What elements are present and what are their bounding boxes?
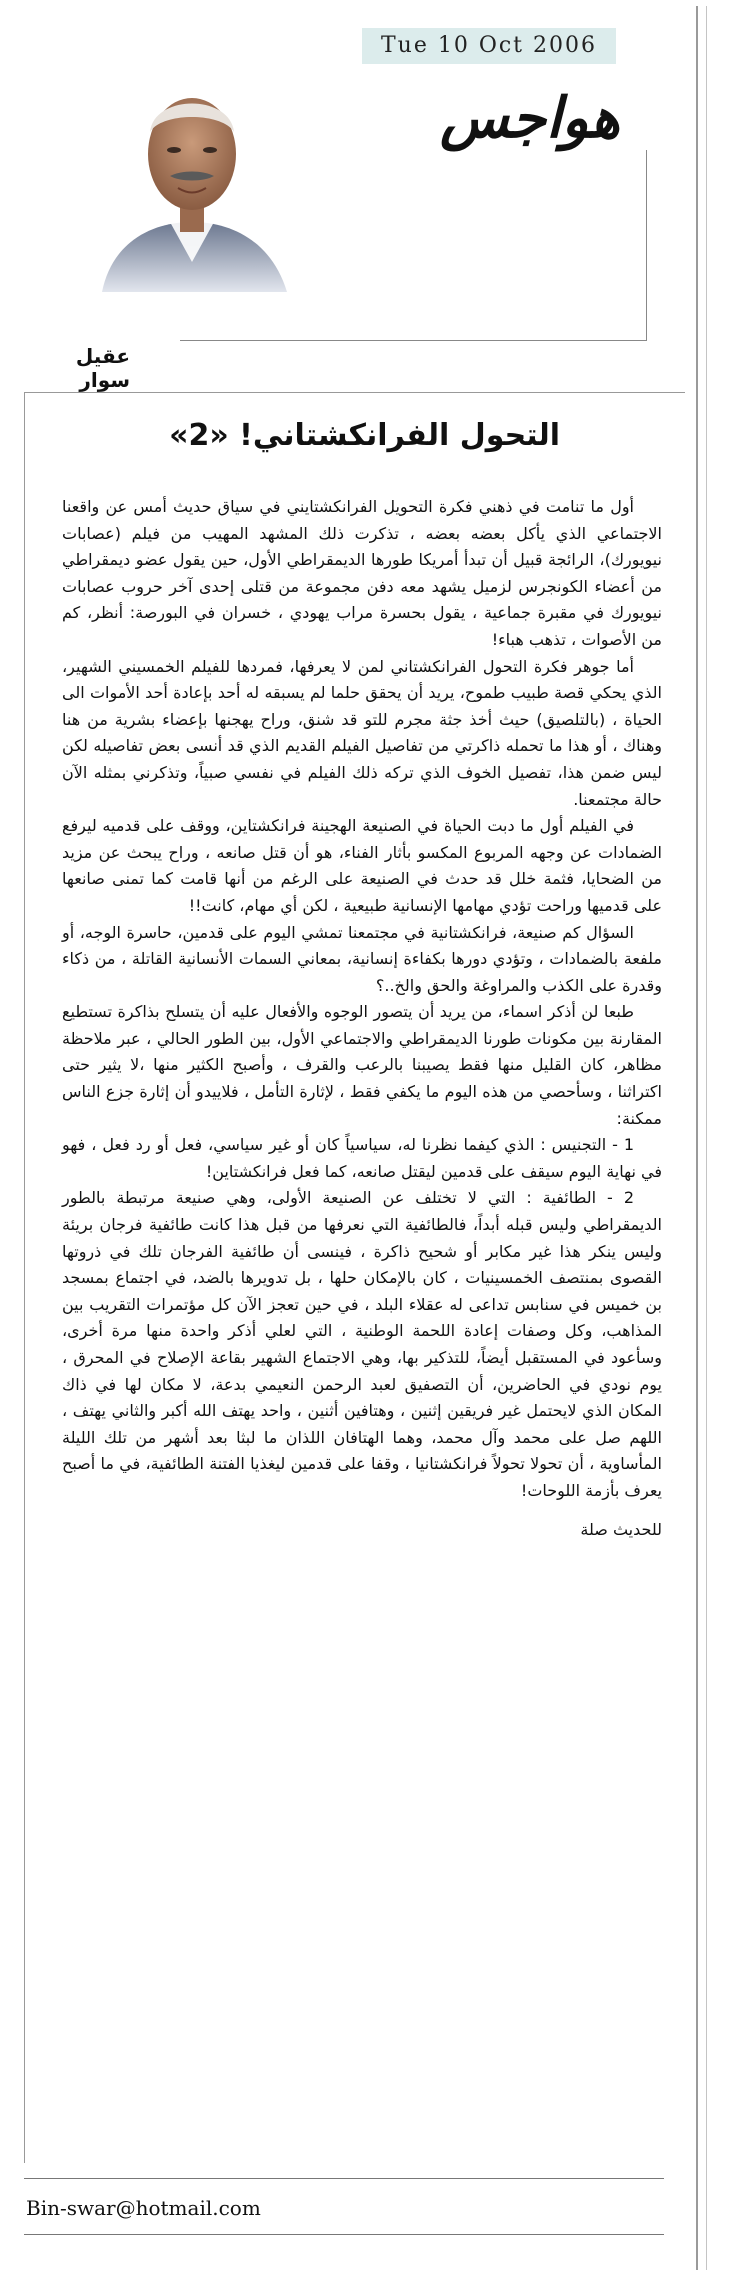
author-portrait [92,72,292,292]
continuation-note: للحديث صلة [580,1519,662,1539]
header-frame-bottom [180,340,647,341]
page-border-rule-inner [706,6,707,2270]
date-label: Tue 10 Oct 2006 [362,28,616,64]
page-border-rule [696,6,698,2270]
footer-divider-top [24,2178,664,2179]
article-paragraph: أول ما تنامت في ذهني فكرة التحويل الفرانكشتايني في سياق حديث أمس عن واقعنا الاجتماعي الذي يأكل بعضه بعضه ، تذكرت ذلك المشهد المهيب من فيلم (عصابات نيويورك)، الرائجة قبيل أن تبدأ أمريكا طورها الديمقراطي الأول، حين يقول عضو ديمقراطي من أعضاء الكونجرس لزميل يشهد معه دفن مجموعة من قتلى إحدى آخر حروب عصابات نيويورك في مقبرة جماعية ، يقول بحسرة مراب يهودي ، خسران في البورصة: أنظر، كم من الأصوات ، تذهب هباء! [62,497,662,649]
article-paragraph: في الفيلم أول ما دبت الحياة في الصنيعة الهجينة فرانكشتاين، ووقف على قدميه ليرفع الضمادات عن وجهه المربوع المكسو بأثار الفناء، هو أن قتل صانعه ، وراح يبحث عن مزيد من الضحايا، فثمة خلل قد حدث في الصنيعة على الرغم من أنها قامت كما تمنى صانعها على قدميها وراحت تؤدي مهامها الإنسانية طبيعية ، لكن أي مهام، كانت!! [62,816,662,915]
article-paragraph: السؤال كم صنيعة، فرانكشتانية في مجتمعنا تمشي اليوم على قدمين، حاسرة الوجه، أو ملفعة بالضمادات ، وتؤدي دورها بكفاءة إنسانية، بمعاني السمات الأنسانية القاتلة ، من ذكاء وقدرة على الكذب والمراوغة والحق والخ..؟ [62,922,662,995]
footer-divider-bottom [24,2234,664,2235]
article-paragraph: 2 - الطائفية : التي لا تختلف عن الصنيعة الأولى، وهي صنيعة مرتبطة بالطور الديمقراطي وليس قبله أبداً، فالطائفية التي نعرفها من قبل هذا كانت طائفية فرجان بريئة وليس ينكر هذا غير مكابر أو شحيح ذاكرة ، فينسى أن طائفية الفرجان تلك في ذروتها القصوى بمنتصف الخمسينيات ، كان بالإمكان حلها ، بل تدويرها بالضد، في اجتماع بمسجد بن خميس في سنابس تداعى له عقلاء البلد ، في حين تعجز الآن كل مؤتمرات التقريب بين المذاهب، وكل وصفات إعادة اللحمة الوطنية ، التي لعلي أذكر واحدة منها مرة أخرى، وسأعود في المستقبل أيضاً، للتذكير بها، وهي الاجتماع الشهير بقاعة الإصلاح في المحرق ، يوم نودي في الحاضرين، أن التصفيق لعبد الرحمن النعيمي بدعة، لا مكان لها في ذاك المكان الذي لايحتمل غير فريقين إثنين ، وهتافين أثنين ، واحد يهتف الله أكبر والثاني يهتف ، اللهم صل على محمد وآل محمد، وهما الهتافان اللذان ما لبثا بعد أشهر من تلك الليلة المأساوية ، أن تحولا تحولاً فرانكشتانيا ، وقفا على قدمين ليغذيا الفتنة الطائفية، في ما أصبح يعرف بأزمة اللوحات! [62,1188,662,1500]
author-name: عقيل سوار [75,344,130,392]
article-paragraph: طبعا لن أذكر اسماء، من يريد أن يتصور الوجوه والأفعال عليه أن يتسلح بذاكرة تستطيع المقارنة بين مكونات طورنا الديمقراطي والاجتماعي الأول، بين الطور الحالي ، عبر ملاحظة مظاهر، كان القليل منها فقط يصيبنا بالرعب والقرف ، وأصبح الكثير منها ،لا يثير حتى اكتراثنا ، وسأحصي من هذه اليوم ما يكفي فقط ، لإثارة التأمل ، فلاييدو أن إثارة جزع الناس ممكنة: [62,1002,662,1128]
column-title: هواجس [439,86,620,151]
article-body [62,494,662,2214]
article-paragraph: 1 - التجنيس : الذي كيفما نظرنا له، سياسياً كان أو غير سياسي، فعل أو رد فعل ، فهو في نهاية اليوم سيقف على قدمين ليقتل صانعه، كما فعل فرانكشتاين! [62,1135,662,1181]
header-frame-right [646,150,647,340]
article-headline: التحول الفرانكشتاني! «2» [169,418,560,453]
author-email[interactable]: Bin-swar@hotmail.com [26,2196,261,2220]
article-paragraph: أما جوهر فكرة التحول الفرانكشتاني لمن لا يعرفها، فمردها للفيلم الخمسيني الشهير، الذي يحكي قصة طبيب طموح، يريد أن يحقق حلما لم يسبقه له أحد بإعادة أحد الأموات الى الحياة ، (بالتلصيق) حيث أخذ جثة مجرم للتو قد شنق، وراح يهجنها بإعضاء بشرية من هنا وهناك ، أو هذا ما تحمله ذاكرتي من تفاصيل الفيلم القديم الذي قد أنسى بعض تفاصيله لكن ليس ضمن هذا، تفصيل الخوف الذي تركه ذلك الفيلم في نفسي صبياً، وتذكرني بمثله الآن حالة مجتمعنا. [62,656,662,809]
